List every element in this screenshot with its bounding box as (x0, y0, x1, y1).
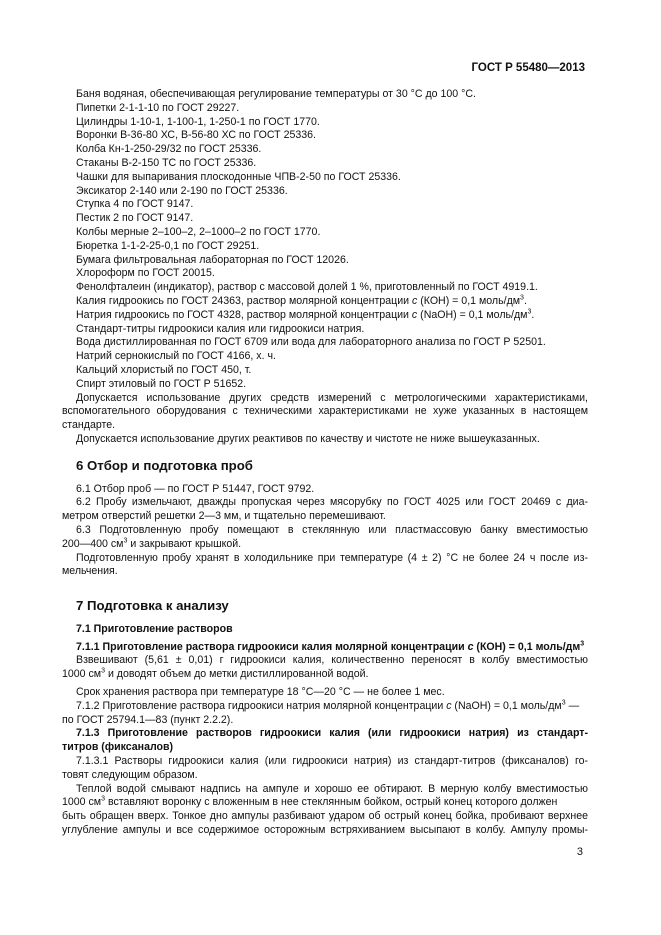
list-item: Бюретка 1-1-2-25-0,1 по ГОСТ 29251. (76, 239, 260, 252)
clause-7-1-1-storage: Срок хранения раствора при температуре 18 °С—20 °С — не более 1 мес. (76, 686, 445, 699)
list-item: Вода дистиллированная по ГОСТ 6709 или вода для лабораторного анализа по ГОСТ Р 52501. (76, 336, 546, 349)
section-heading-7: 7 Подготовка к анализу (76, 598, 229, 614)
list-item: Кальций хлористый по ГОСТ 450, т. (76, 363, 252, 376)
subsection-7-1-1: 7.1.1 Приготовление раствора гидроокиси калия молярной концентрации с (КОН) = 0,1 моль/$дм^3$ (76, 640, 585, 653)
list-item: Баня водяная, обеспечивающая регулирование температуры от 30 °С до 100 °С. (76, 88, 476, 100)
paragraph-line: стандарте. (62, 419, 116, 432)
standard-header: ГОСТ Р 55480—2013 (471, 62, 585, 74)
list-item: Стаканы В-2-150 ТС по ГОСТ 25336. (76, 156, 257, 169)
clause-6-2-line: метром отверстий решетки 2—3 мм, и тщательно перемешивают. (62, 510, 386, 523)
paragraph-line: Допускается использование других средств измерений с метрологическими характеристиками, (76, 391, 588, 404)
clause-7-1-1-line: 1000 $см^3$ и доводят объем до метки дистиллированной водой. (62, 667, 369, 681)
clause-7-1-3-1-line: товят следующим образом. (62, 768, 198, 781)
clause-6-4-line: Подготовленную пробу хранят в холодильнике при температуре (4 ± 2) °С не более 24 ч после из- (76, 551, 588, 564)
list-item: Колбы мерные 2–100–2, 2–1000–2 по ГОСТ 1770. (76, 225, 321, 238)
clause-6-1: 6.1 Отбор проб — по ГОСТ Р 51447, ГОСТ 9792. (76, 482, 315, 495)
list-item: Бумага фильтровальная лабораторная по ГОСТ 12026. (76, 253, 349, 266)
list-item: Натрий сернокислый по ГОСТ 4166, х. ч. (76, 350, 276, 363)
paragraph-line: Теплой водой смывают надпись на ампуле и хорошо ее обтирают. В мерную колбу вместимостью (76, 782, 588, 795)
clause-7-1-3-1-line: 7.1.3.1 Растворы гидроокиси калия (или гидроокиси натрия) из стандарт-титров (фиксаналов) го- (76, 755, 588, 768)
document-body (62, 88, 588, 838)
list-item-koh: Калия гидроокись по ГОСТ 24363, раствор молярной концентрации с (КОН) = 0,1 моль/$дм^3$. (76, 294, 527, 307)
paragraph-line: углубление ампулы и все содержимое осторожным встряхиванием высыпают в колбу. Ампулу промы- (62, 824, 588, 837)
clause-7-1-1-line: Взвешивают (5,61 ± 0,01) г гидроокиси калия, количественно переносят в колбу вместимостью (76, 654, 588, 667)
clause-6-2-line: 6.2 Пробу измельчают, дважды пропуская через мясорубку по ГОСТ 4025 или ГОСТ 20469 с диа- (76, 496, 588, 509)
section-heading-6: 6 Отбор и подготовка проб (76, 457, 253, 473)
list-item: Фенолфталеин (индикатор), раствор с массовой долей 1 %, приготовленный по ГОСТ 4919.1. (76, 281, 538, 294)
subsection-7-1: 7.1 Приготовление растворов (76, 622, 233, 635)
list-item: Ступка 4 по ГОСТ 9147. (76, 198, 194, 211)
list-item: Воронки В-36-80 ХС, В-56-80 ХС по ГОСТ 25336. (76, 129, 316, 142)
list-item: Хлороформ по ГОСТ 20015. (76, 267, 215, 280)
subsection-7-1-3-line: 7.1.3 Приготовление растворов гидроокиси калия (или гидроокиси натрия) из стандарт- (76, 727, 588, 740)
list-item: Колба Кн-1-250-29/32 по ГОСТ 25336. (76, 143, 262, 156)
list-item: Пипетки 2-1-1-10 по ГОСТ 29227. (76, 101, 240, 114)
list-item: Пестик 2 по ГОСТ 9147. (76, 212, 194, 225)
clause-6-4-line: мельчения. (62, 565, 118, 578)
clause-7-1-2-line: по ГОСТ 25794.1—83 (пункт 2.2.2). (62, 713, 234, 726)
paragraph-line: 1000 $см^3$ вставляют воронку с вложенным в нее стеклянным бойком, острый конец которого должен (62, 795, 558, 809)
list-item: Стандарт-титры гидроокиси калия или гидроокиси натрия. (76, 322, 365, 335)
paragraph-line: быть обращен вверх. Тонкое дно ампулы разбивают ударом об острый конец бойка, пробивают верхнее (62, 810, 588, 823)
list-item-naoh: Натрия гидроокись по ГОСТ 4328, раствор молярной концентрации с (NaOH) = 0,1 моль/$дм^3$. (76, 308, 535, 321)
list-item: Чашки для выпаривания плоскодонные ЧПВ-2-50 по ГОСТ 25336. (76, 170, 401, 183)
subsection-7-1-3-line: титров (фиксаналов) (62, 741, 174, 754)
paragraph-line: Допускается использование других реактивов по качеству и чистоте не ниже вышеуказанных. (76, 432, 540, 445)
clause-6-3-line: 200—400 $см^3$ и закрывают крышкой. (62, 537, 242, 550)
paragraph-line: вспомогательного оборудования с техническими характеристиками не хуже указанных в настоящем (62, 405, 588, 418)
page-number: 3 (576, 846, 583, 858)
list-item: Спирт этиловый по ГОСТ Р 51652. (76, 377, 247, 390)
list-item: Эксикатор 2-140 или 2-190 по ГОСТ 25336. (76, 184, 288, 197)
list-item: Цилиндры 1-10-1, 1-100-1, 1-250-1 по ГОСТ 1770. (76, 115, 320, 128)
clause-7-1-2-line: 7.1.2 Приготовление раствора гидроокиси натрия молярной концентрации с (NaOH) = 0,1 моль/$дм^3$ — (76, 699, 580, 712)
clause-6-3-line: 6.3 Подготовленную пробу помещают в стеклянную или пластмассовую банку вместимостью (76, 523, 588, 536)
